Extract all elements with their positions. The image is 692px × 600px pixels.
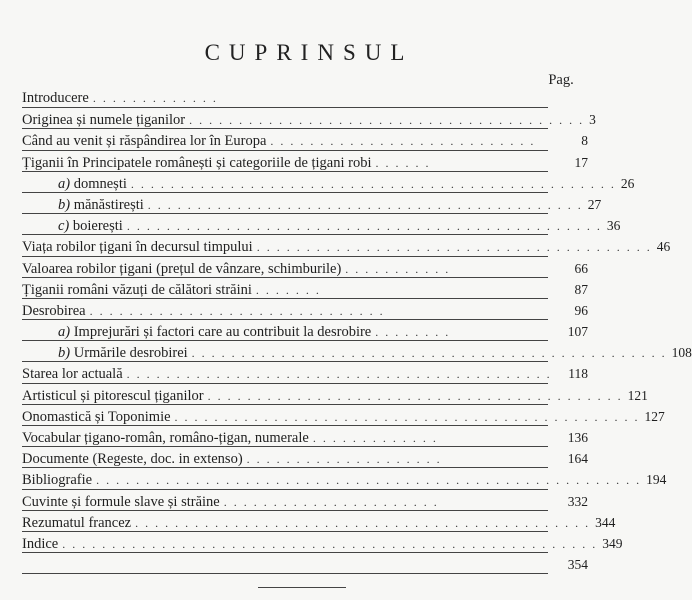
dot-leader: ......................................................: [62, 536, 603, 551]
row-rule: [22, 171, 548, 172]
toc-entry-marker: b): [58, 345, 71, 362]
toc-entry: [22, 533, 623, 554]
row-rule: [22, 256, 548, 257]
toc-page-number: 118: [568, 366, 588, 382]
toc-entry: [22, 554, 588, 575]
toc-entry-text: Rezumatul francez: [22, 514, 132, 531]
dot-leader: ..............................................: [135, 515, 596, 530]
toc-entry-text: Artisticul și pitorescul țiganilor: [22, 387, 204, 404]
toc-page-number: 121: [627, 387, 648, 403]
row-rule: [22, 489, 548, 490]
dot-leader: ........................................: [189, 113, 590, 128]
row-rule: [22, 467, 548, 468]
row-rule: [22, 552, 548, 553]
dot-leader: .......................................................: [96, 473, 647, 488]
toc-page-number: 349: [602, 535, 623, 551]
table-of-contents: [22, 88, 692, 575]
row-rule: [22, 531, 548, 532]
row-rule: [22, 510, 548, 511]
toc-page-number: 96: [574, 302, 588, 318]
row-rule: [22, 234, 548, 235]
row-rule: [22, 404, 548, 405]
dot-leader: .............: [92, 91, 223, 105]
toc-entry: [22, 427, 588, 448]
toc-entry: [22, 385, 648, 406]
dot-leader: ...........: [345, 261, 456, 276]
dot-leader: ................................................: [191, 346, 672, 361]
toc-page-number: 108: [671, 345, 692, 361]
dot-leader: .................................................: [130, 176, 621, 191]
toc-entry: [22, 173, 635, 194]
toc-entry: [22, 88, 588, 109]
row-rule: [22, 277, 548, 278]
toc-page-number: 354: [567, 557, 588, 573]
toc-entry-marker: a): [58, 324, 71, 341]
toc-entry-text: Originea și numele țiganilor: [22, 112, 186, 129]
toc-entry-text: mănăstirești: [73, 196, 144, 213]
row-rule: [22, 213, 548, 214]
toc-entry: [22, 236, 671, 257]
dot-leader: ......................: [223, 494, 444, 509]
toc-entry-text: Onomastică și Toponimie: [22, 408, 171, 425]
toc-entry-text: Bibliografie: [22, 472, 93, 489]
toc-page-number: 87: [574, 281, 588, 297]
toc-page-number: 66: [574, 260, 588, 276]
row-rule: [22, 107, 548, 108]
toc-entry: [22, 363, 588, 384]
toc-entry-marker: a): [58, 175, 71, 192]
toc-entry: [22, 321, 588, 342]
bottom-divider: [258, 587, 346, 588]
toc-entry-marker: c): [58, 218, 70, 235]
toc-page-number: 17: [574, 154, 588, 170]
toc-entry: [22, 342, 692, 363]
row-rule: [22, 425, 548, 426]
toc-entry: [22, 279, 588, 300]
dot-leader: ..........................................: [207, 388, 628, 403]
toc-entry: [22, 300, 588, 321]
toc-page-number: 3: [589, 112, 596, 128]
toc-entry-text: boierești: [72, 218, 123, 235]
row-rule: [22, 319, 548, 320]
toc-entry-text: Urmările desrobirei: [73, 345, 188, 362]
toc-entry: [22, 130, 588, 151]
toc-page-number: 164: [567, 451, 588, 467]
toc-entry-text: Starea lor actuală: [22, 366, 123, 383]
toc-entry-title: [22, 88, 93, 109]
dot-leader: .......: [255, 282, 326, 297]
toc-entry-marker: b): [58, 196, 71, 213]
toc-entry-text: Valoarea robilor țigani (prețul de vânzare, schimburile): [22, 260, 342, 277]
toc-page-number: 36: [606, 218, 621, 234]
toc-entry-text: Țiganii români văzuți de călători străini: [22, 281, 252, 298]
row-rule: [22, 298, 548, 299]
toc-entry: [22, 215, 621, 236]
toc-entry: [22, 152, 588, 173]
dot-leader: ........: [375, 325, 456, 340]
toc-entry: [22, 469, 667, 490]
toc-page-number: 46: [656, 239, 671, 255]
toc-page-number: 8: [581, 133, 588, 149]
row-rule: [22, 573, 548, 574]
row-rule: [22, 446, 548, 447]
toc-entry: [22, 491, 588, 512]
toc-page-number: 26: [620, 175, 635, 191]
toc-entry: [22, 194, 602, 215]
dot-leader: ............................................: [147, 197, 588, 212]
toc-entry-text: Când au venit și răspândirea lor în Europa: [22, 133, 267, 150]
dot-leader: ...........................................: [126, 367, 557, 382]
toc-entry-text: Introducere: [22, 90, 89, 106]
toc-entry-text: Vocabular țigano-român, româno-țigan, numerale: [22, 430, 309, 446]
toc-page-number: 332: [567, 493, 588, 509]
page-title: CUPRINSUL: [204, 40, 414, 65]
row-rule: [22, 150, 548, 151]
toc-entry: [22, 448, 588, 469]
dot-leader: ....................: [246, 452, 447, 467]
page-column-header: Pag.: [548, 72, 574, 88]
toc-page-number: 136: [567, 430, 588, 445]
toc-entry-text: Viața robilor țigani în decursul timpului: [22, 239, 253, 256]
row-rule: [22, 383, 548, 384]
row-rule: [22, 192, 548, 193]
toc-entry: [22, 109, 596, 130]
toc-entry: [22, 258, 588, 279]
toc-entry-text: Cuvinte și formule slave și străine: [22, 493, 220, 510]
toc-entry: [22, 512, 616, 533]
dot-leader: ........................................: [256, 240, 657, 255]
dot-leader: ................................................: [126, 219, 607, 234]
toc-page-number: 107: [567, 324, 588, 340]
toc-entry-text: Desrobirea: [22, 302, 86, 319]
toc-page-number: 127: [644, 408, 665, 424]
row-rule: [22, 361, 548, 362]
toc-entry-text: Indice: [22, 535, 59, 552]
toc-entry-text: Țiganii în Principatele românești și categoriile de țigani robi: [22, 154, 372, 171]
dot-leader: ..............................: [89, 303, 390, 318]
toc-entry-text: Documente (Regeste, doc. in extenso): [22, 451, 243, 468]
row-rule: [22, 340, 548, 341]
toc-page-number: 344: [595, 514, 616, 530]
row-rule: [22, 128, 548, 129]
toc-entry-text: domnești: [73, 175, 127, 192]
toc-entry: [22, 406, 665, 427]
toc-entry-text: Imprejurări și factori care au contribuit la desrobire: [73, 324, 372, 341]
toc-page-number: 194: [646, 472, 667, 488]
dot-leader: ......: [375, 155, 436, 170]
dot-leader: .............: [312, 431, 443, 445]
dot-leader: ...............................................: [174, 409, 645, 424]
dot-leader: ...........................: [270, 134, 541, 149]
toc-page-number: 27: [587, 196, 602, 212]
